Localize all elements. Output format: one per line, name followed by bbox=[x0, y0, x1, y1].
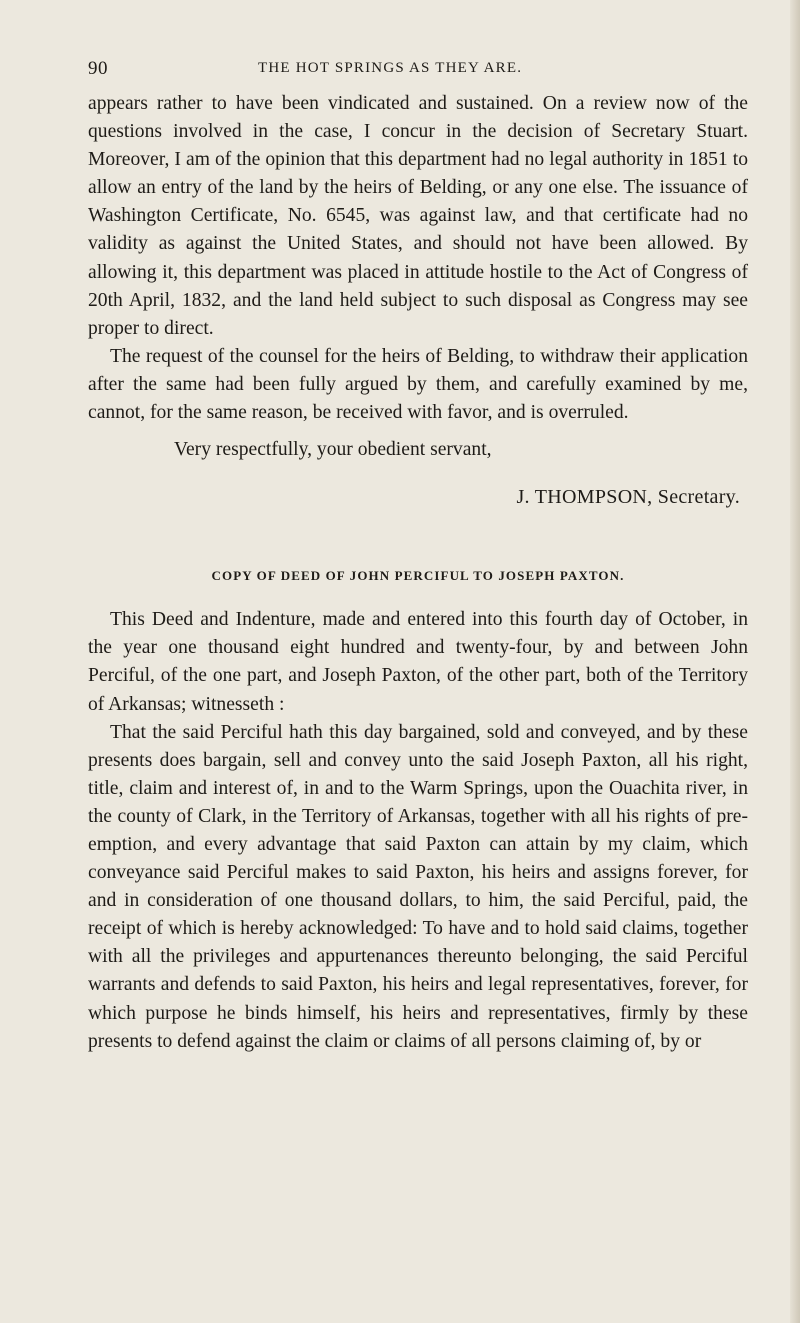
running-title: THE HOT SPRINGS AS THEY ARE. bbox=[258, 60, 523, 76]
letter-closing: Very respectfully, your obedient servant, bbox=[174, 439, 492, 461]
section-heading: COPY OF DEED OF JOHN PERCIFUL TO JOSEPH PAXTON. bbox=[211, 568, 625, 584]
page-number: 90 bbox=[88, 58, 108, 79]
paragraph-deed-terms: That the said Perciful hath this day bargained, sold and conveyed, and by these presents does bargain, sell and convey unto the said Joseph Paxton, all his right, title, claim and interest of, in and to the Warm Springs, upon the Ouachita river, in the county of Clark, in the Territory of Arkansas, together with all his rights of pre-emption, and every advantage that said Paxton can attain by my claim, which conveyance said Perciful makes to said Paxton, his heirs and assigns forever, for and in consideration of one thousand dollars, to him, the said Perciful, paid, the receipt of which is hereby acknowledged: To have and to hold said claims, together with all the privileges and appurtenances thereunto belonging, the said Perciful warrants and defends to said Paxton, his heirs and legal representatives, forever, for which purpose he binds himself, his heirs and representatives, firmly by these presents to defend against the claim or claims of all persons claiming of, by or bbox=[88, 721, 748, 1052]
paragraph-continuation: appears rather to have been vindicated and sustained. On a review now of the questions involved in the case, I concur in the decision of Secretary Stuart. Moreover, I am of the opinion that this department had no legal authority in 1851 to allow an entry of the land by the heirs of Belding, or any one else. The issuance of Washington Certificate, No. 6545, was against law, and that certificate had no validity as against the United States, and should not have been allowed. By allowing it, this department was placed in attitude hostile to the Act of Congress of 20th April, 1832, and the land held subject to such disposal as Congress may see proper to direct. bbox=[88, 93, 748, 339]
page-body bbox=[88, 90, 748, 1056]
signature: J. THOMPSON, Secretary. bbox=[516, 486, 740, 509]
page-edge bbox=[790, 0, 800, 1323]
paragraph-request: The request of the counsel for the heirs of Belding, to withdraw their application after the same had been fully argued by them, and carefully examined by me, cannot, for the same reason, be received with favor, and is overruled. bbox=[88, 345, 748, 424]
paragraph-deed-intro: This Deed and Indenture, made and entered into this fourth day of October, in the year one thousand eight hundred and twenty-four, by and between John Perciful, of the one part, and Joseph Paxton, of the other part, both of the Territory of Arkansas; witnesseth : bbox=[88, 609, 748, 715]
page-header bbox=[88, 58, 748, 84]
